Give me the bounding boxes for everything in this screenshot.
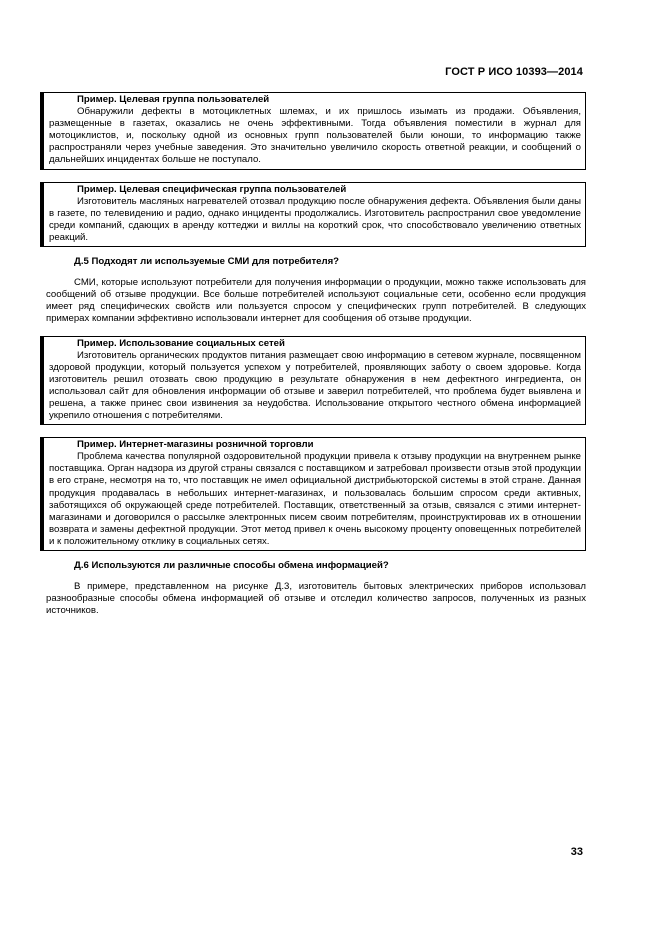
example-box-target-group	[40, 92, 586, 170]
example-title: Пример. Целевая группа пользователей	[77, 94, 270, 105]
example-text: Изготовитель масляных нагревателей отозвал продукцию после обнаружения дефекта. Объявления были даны в газете, по телевидению и радио, однако инциденты продолжались. Изготовитель распространил свое уведомление среди компаний, сдающих в аренду коттеджи и виллы на короткий срок, что способствовало увеличению ответных реакций.	[49, 195, 581, 243]
section-paragraph-d5: СМИ, которые используют потребители для получения информации о продукции, можно также использовать для сообщений об отзыве продукции. Все больше потребителей используют социальные сети, особенно если продукция имеет ряд специфических свойств или пользуется спросом у специфических групп потребителей. В следующих примерах компании эффективно использовали интернет для сообщения об отзыве продукции.	[46, 277, 586, 325]
example-text: Обнаружили дефекты в мотоциклетных шлемах, и их пришлось изымать из продажи. Объявления, размещенные в газетах, оказались не очень эффективными. Тогда объявления поместили в журнал для мотоциклистов, и, поскольку одной из основных групп пользователей были юноши, то информацию также распространяли через учебные заведения. Это значительно увеличило скорость ответной реакции, и сообщений о дальнейших инцидентах больше не поступало.	[49, 106, 581, 166]
example-title: Пример. Целевая специфическая группа пользователей	[77, 183, 347, 195]
section-heading-d5: Д.5 Подходят ли используемые СМИ для потребителя?	[74, 256, 340, 268]
section-heading-d6: Д.6 Используются ли различные способы обмена информацией?	[74, 560, 389, 571]
page-number: 33	[570, 846, 583, 858]
page-content	[40, 92, 586, 627]
section-paragraph-d6: В примере, представленном на рисунке Д.3, изготовитель бытовых электрических приборов использовал разнообразные способы обмена информацией об отзыве и отследил количество запросов, полученных из разных источников.	[46, 581, 586, 617]
example-title: Пример. Интернет-магазины розничной торговли	[77, 439, 314, 451]
example-text: Проблема качества популярной оздоровительной продукции привела к отзыву продукции на внутреннем рынке поставщика. Орган надзора из другой страны связался с поставщиком и затребовал произвести отзыв этой продукции в его стране, несмотря на то, что поставщик не имел официальной дистрибьюторской системы в этой стране. Данная продукция продавалась в небольших интернет-магазинах, и пользовалась большим спросом среди активных, заботящихся об окружающей среде потребителей. Поставщик, ответственный за отзыв, связался с этими интернет-магазинами и договорился о рассылке электронных писем своим потребителям, проинструктировав их в отношении возврата и замены дефектной продукции. Этот метод привел к очень высокому проценту оповещенных потребителей и к положительному отклику в социальных сетях.	[49, 451, 581, 547]
example-text: Изготовитель органических продуктов питания размещает свою информацию в сетевом журнале, посвященном здоровой продукции, который пользуется успехом у потребителей, проявляющих заботу о своем здоровье. Когда изготовитель решил отозвать свою продукцию в результате обнаружения в нем дефектного ингредиента, он использовал сайт для обновления информации об отзыве и заверил потребителей, что проблема будет выявлена и решена, а также принес свои извинения за неудобства. Использование открытого честного обмена информацией укрепило отношения с потребителями.	[49, 349, 581, 422]
example-box-online-retail	[40, 437, 586, 551]
document-header: ГОСТ Р ИСО 10393—2014	[445, 66, 583, 78]
example-title: Пример. Использование социальных сетей	[77, 337, 285, 349]
example-box-social-networks	[40, 336, 586, 426]
example-box-specific-group	[40, 182, 586, 247]
